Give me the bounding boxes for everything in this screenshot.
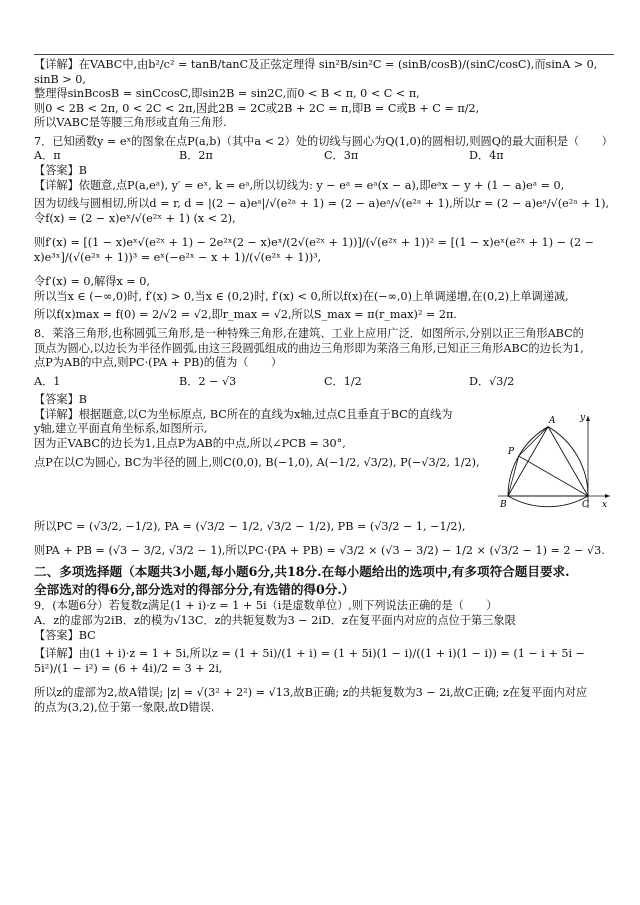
label-x: x — [602, 499, 608, 510]
q7-option-d: D．4π — [469, 149, 504, 163]
q6-detail-line-1: 【详解】在VABC中,由b²/c² = tanB/tanC及正弦定理得 sin²B/sin²C = (sinB/cosB)/(sinC/cosC),而sinA > 0, sinB > 0, — [34, 58, 598, 86]
q8-option-c: C．1/2 — [324, 374, 362, 388]
q8-stem-line-2: 顶点为圆心,以边长为半径作圆弧,由这三段圆弧组成的曲边三角形即为莱洛三角形,已知正三角形ABC的边长为1, — [34, 341, 584, 355]
q9-detail-line-1: 【详解】由(1 + i)·z = 1 + 5i,所以z = (1 + 5i)/(1 + i) = (1 + 5i)(1 − i)/((1 + i)(1 − i)) = (1 − i + 5i − 5i²)/(1 − i²) = (6 + 4i)/2 = 3 + 2i, — [34, 647, 586, 675]
segment-pc — [519, 456, 588, 496]
q9-stem: 9．(本题6分）若复数z满足(1 + i)·z = 1 + 5i（i是虚数单位）,则下列说法正确的是（ ） — [34, 599, 498, 613]
q8-stem-line-3: 点P为AB的中点,则PC·(PA + PB)的值为（ ） — [34, 356, 283, 370]
q7-detail-line-4: 令f′(x) = 0,解得x = 0, — [34, 275, 150, 289]
q8-option-a: A．1 — [34, 374, 61, 388]
q7-detail-line-6: 所以f(x)max = f(0) = 2/√2 = √2,即r_max = √2,所以S_max = π(r_max)² = 2π. — [34, 308, 457, 322]
q6-detail-line-4: 所以VABC是等腰三角形或直角三角形. — [34, 116, 227, 130]
q7-detail-line-5: 所以当x ∈ (−∞,0)时, f′(x) > 0,当x ∈ (0,2)时, f′(x) < 0,所以f(x)在(−∞,0)上单调递增,在(0,2)上单调递减, — [34, 289, 569, 303]
reuleaux-triangle-figure — [494, 410, 614, 510]
q8-detail-side-line-4: 点P在以C为圆心, BC为半径的圆上,则C(0,0), B(−1,0), A(−1/2, √3/2), P(−√3/2, 1/2), — [34, 455, 480, 469]
q8-option-d: D．√3/2 — [469, 374, 515, 388]
q9-detail-line-3: 的点为(3,2),位于第一象限,故D错误. — [34, 700, 215, 714]
q7-stem: 7．已知函数y = eˣ的图象在点P(a,b)（其中a < 2）处的切线与圆心为Q(1,0)的圆相切,则圆Q的最大面积是（ ） — [34, 134, 613, 148]
q8-detail-side — [34, 408, 488, 470]
q9-answer: 【答案】BC — [34, 628, 96, 642]
q8-options — [34, 375, 614, 390]
q8-detail-side-line-3: 因为正VABC的边长为1,且点P为AB的中点,所以∠PCB = 30°, — [34, 436, 346, 450]
q9-options: A．z的虚部为2iB．z的模为√13C．z的共轭复数为3 − 2iD．z在复平面内对应的点位于第三象限 — [34, 614, 516, 627]
q8-detail-line-1: 所以PC = (√3/2, −1/2), PA = (√3/2 − 1/2, √3/2 − 1/2), PB = (√3/2 − 1, −1/2), — [34, 519, 466, 533]
q7-detail-line-3: 则f′(x) = [(1 − x)eˣ√(e²ˣ + 1) − 2e²ˣ(2 − x)eˣ/(2√(e²ˣ + 1))]/(√(e²ˣ + 1))² = [(1 − x)eˣ(e²ˣ + 1) − (2 − x)e³ˣ]/(√(e²ˣ + 1))³ = eˣ(−e²ˣ − x + 1)/(√(e²ˣ + 1))³, — [34, 236, 595, 264]
segment-pb — [508, 456, 519, 496]
header-rule — [34, 54, 614, 55]
q7-detail-line-2: 因为切线与圆相切,所以d = r, d = |(2 − a)eᵃ|/√(e²ᵃ + 1) = (2 − a)eᵃ/√(e²ᵃ + 1),所以r = (2 − a)eᵃ/√(e²ᵃ + 1),令f(x) = (2 − x)eˣ/√(e²ˣ + 1) (x < 2), — [34, 197, 610, 225]
document-body — [34, 58, 614, 715]
q7-option-b: B．2π — [179, 149, 213, 163]
q8-stem-line-1: 8．莱洛三角形,也称圆弧三角形,是一种特殊三角形,在建筑、工业上应用广泛．如图所示,分别以正三角形ABC的 — [34, 327, 584, 340]
label-c: C — [582, 499, 589, 510]
q7-option-c: C．3π — [324, 149, 359, 163]
label-b: B — [500, 499, 507, 510]
q7-answer: 【答案】B — [34, 163, 87, 177]
q8-detail-with-figure — [34, 408, 614, 510]
reuleaux-arc-bc — [508, 496, 588, 507]
q8-detail-side-line-1: 【详解】根据题意,以C为坐标原点, BC所在的直线为x轴,过点C且垂直于BC的直线为 — [34, 407, 453, 421]
q7-detail-line-1: 【详解】依题意,点P(a,eᵃ), y′ = eˣ, k = eᵃ,所以切线为: y − eᵃ = eᵃ(x − a),即eᵃx − y + (1 − a)eᵃ = 0, — [34, 178, 565, 192]
label-a: A — [549, 415, 556, 426]
q9-detail-line-2: 所以z的虚部为2,故A错误; |z| = √(3² + 2²) = √13,故B正确; z的共轭复数为3 − 2i,故C正确; z在复平面内对应 — [34, 686, 588, 700]
q8-answer: 【答案】B — [34, 393, 87, 407]
section-2-heading-line-1: 二、多项选择题（本题共3小题,每小题6分,共18分.在每小题给出的选项中,有多项符合题目要求. — [34, 563, 570, 579]
label-y: y — [580, 412, 586, 423]
q7-option-a: A．π — [34, 149, 61, 163]
q8-detail-side-line-2: y轴,建立平面直角坐标系,如图所示, — [34, 422, 208, 436]
q7-options — [34, 149, 614, 164]
section-2-heading-line-2: 全部选对的得6分,部分选对的得部分分,有选错的得0分.） — [34, 582, 355, 598]
q6-detail-line-3: 则0 < 2B < 2π, 0 < 2C < 2π,因此2B = 2C或2B + 2C = π,即B = C或B + C = π/2, — [34, 101, 480, 115]
q6-detail-line-2: 整理得sinBcosB = sinCcosC,即sin2B = sin2C,而0 < B < π, 0 < C < π, — [34, 87, 420, 101]
q8-option-b: B．2 − √3 — [179, 374, 237, 388]
label-p: P — [508, 446, 515, 457]
triangle-abc — [508, 427, 588, 496]
q8-detail-line-2: 则PA + PB = (√3 − 3/2, √3/2 − 1),所以PC·(PA + PB) = √3/2 × (√3 − 3/2) − 1/2 × (√3/2 − 1) = 2 − √3. — [34, 544, 605, 558]
